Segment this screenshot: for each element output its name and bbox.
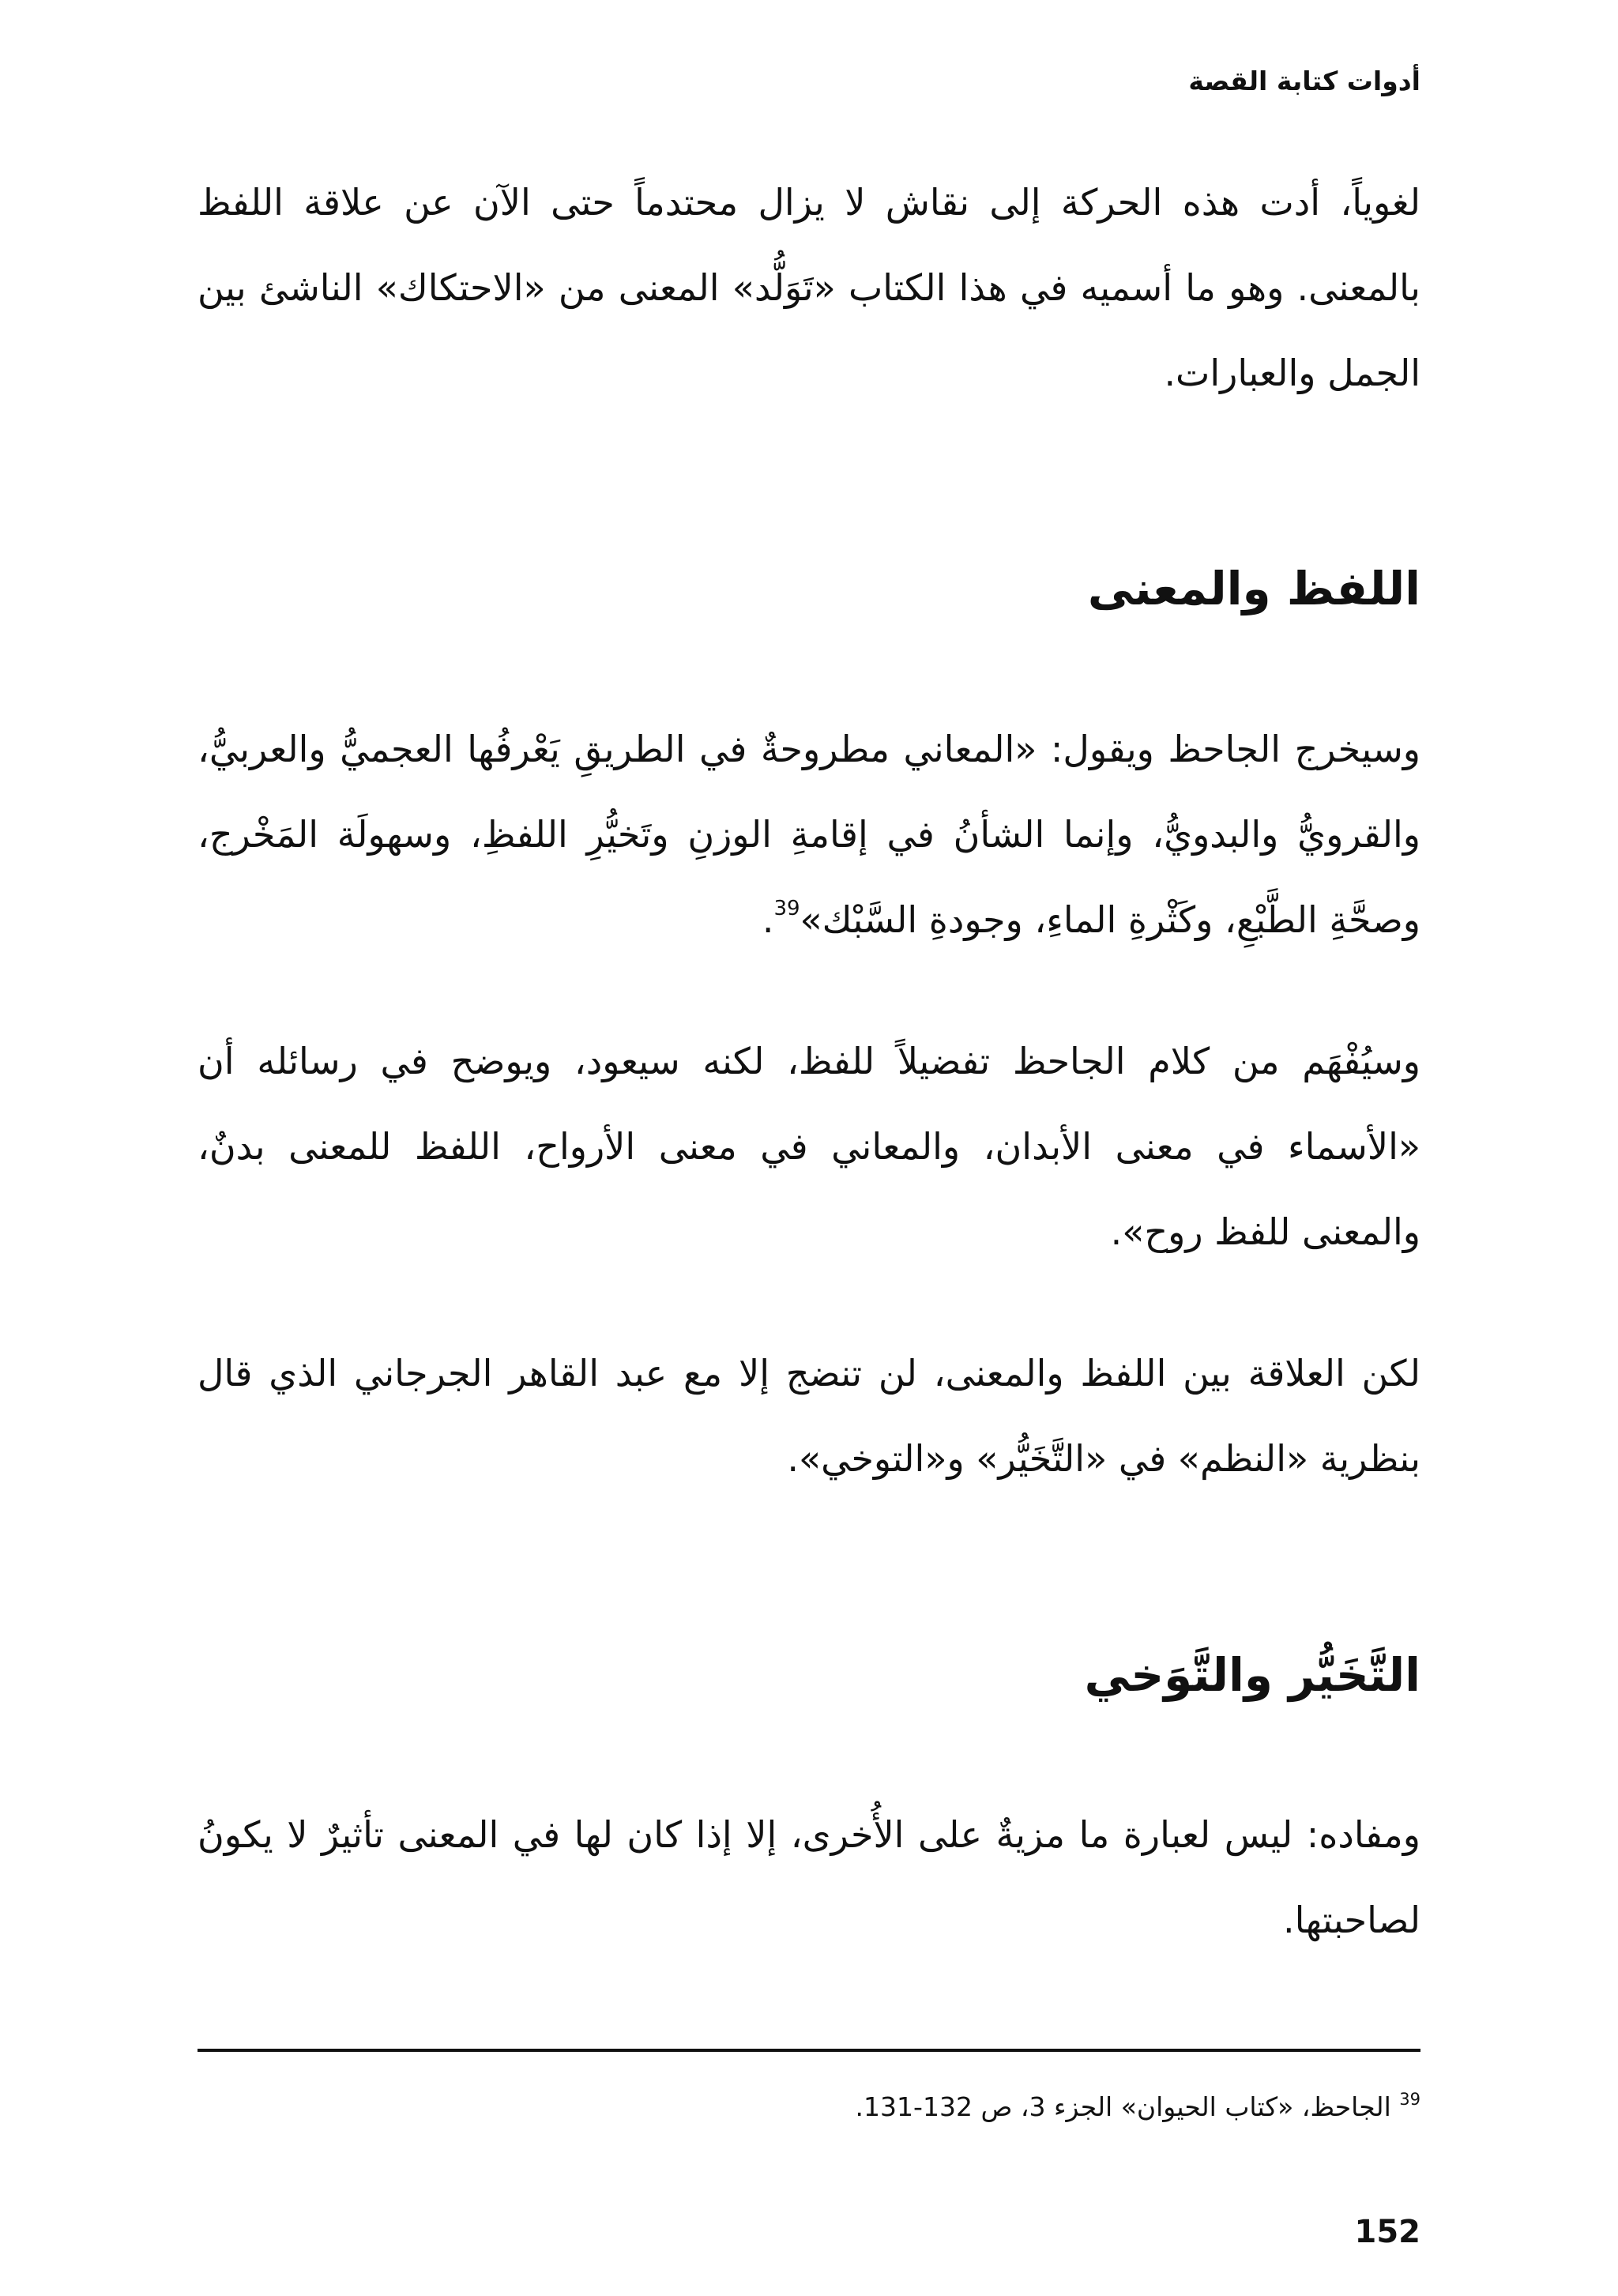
paragraph-2 bbox=[198, 706, 1420, 962]
footnote bbox=[856, 2087, 1420, 2127]
paragraph-2-end: . bbox=[762, 898, 774, 941]
footnote-reference: 39 bbox=[773, 897, 800, 920]
page-number: 152 bbox=[1354, 2214, 1420, 2250]
running-header: أدوات كتابة القصة bbox=[1188, 66, 1420, 96]
footnote-divider bbox=[198, 2049, 1420, 2052]
paragraph-5: ومفاده: ليس لعبارة ما مزيةٌ على الأُخرى، إلا إذا كان لها في المعنى تأثيرٌ لا يكونُ لصاحبتها. bbox=[198, 1813, 1420, 1941]
section-heading-takhayyur-wal-tawakhi: التَّخَيُّر والتَّوَخي bbox=[1084, 1648, 1420, 1702]
footnote-text: الجاحظ، «كتاب الحيوان» الجزء 3، ص 132-131. bbox=[855, 2091, 1391, 2122]
paragraph-4: لكن العلاقة بين اللفظ والمعنى، لن تنضج إلا مع عبد القاهر الجرجاني الذي قال بنظرية «النظم» في «التَّخَيُّر» و«التوخي». bbox=[198, 1352, 1420, 1480]
footnote-number: 39 bbox=[1399, 2090, 1420, 2109]
section-heading-lafz-wal-maana: اللفظ والمعنى bbox=[1087, 562, 1420, 615]
paragraph-1: لغوياً، أدت هذه الحركة إلى نقاش لا يزال محتدماً حتى الآن عن علاقة اللفظ بالمعنى. وهو ما أسميه في هذا الكتاب «تَوَلُّد» المعنى من «الاحتكاك» الناشئ بين الجمل والعبارات. bbox=[198, 181, 1420, 394]
book-page bbox=[198, 0, 1420, 2296]
paragraph-3: وسيُفْهَم من كلام الجاحظ تفضيلاً للفظ، لكنه سيعود، ويوضح في رسائله أن «الأسماء في معنى الأبدان، والمعاني في معنى الأرواح، اللفظ للمعنى بدنٌ، والمعنى للفظ روح». bbox=[198, 1040, 1420, 1253]
paragraph-2-text: وسيخرج الجاحظ ويقول: «المعاني مطروحةٌ في الطريقِ يَعْرفُها العجميُّ والعربيُّ، والقرويُّ والبدويُّ، وإنما الشأنُ في إقامةِ الوزنِ وتَخيُّرِ اللفظِ، وسهولَة المَخْرج، وصحَّةِ الطَّبْعِ، وكَثْرةِ الماءِ، وجودةِ السَّبْك» bbox=[198, 728, 1420, 941]
